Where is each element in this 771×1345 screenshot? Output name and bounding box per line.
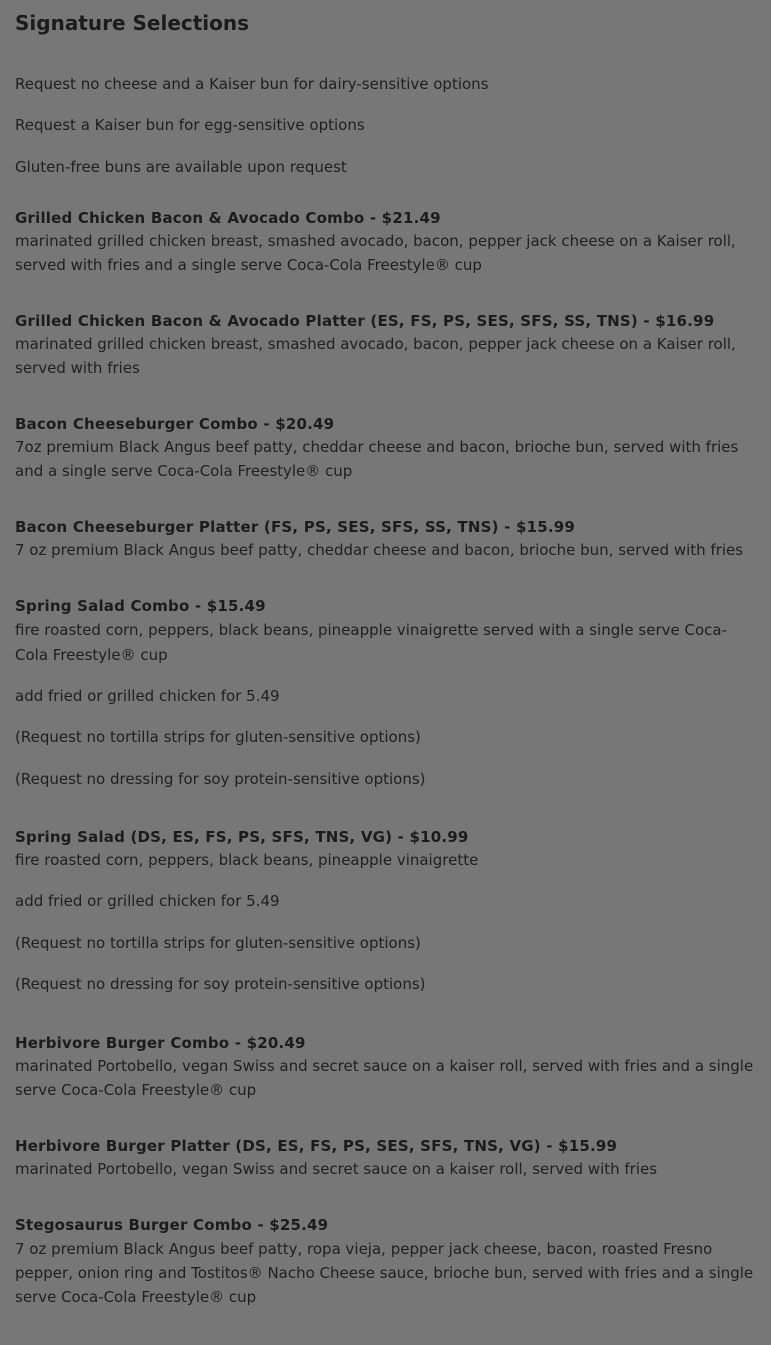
dietary-note-egg: Request a Kaiser bun for egg-sensitive options [15, 116, 365, 134]
menu-item-heading: Spring Salad (DS, ES, FS, PS, SFS, TNS, VG) - $10.99 [15, 828, 469, 846]
soy-sensitive-note: (Request no dressing for soy protein-sensitive options) [15, 770, 426, 788]
menu-item-description: fire roasted corn, peppers, black beans, pineapple vinaigrette [15, 851, 479, 869]
menu-item-heading: Bacon Cheeseburger Platter (FS, PS, SES, SFS, SS, TNS) - $15.99 [15, 518, 576, 536]
menu-item-herbivore-combo [15, 1032, 757, 1102]
menu-item-herbivore-platter [15, 1135, 757, 1181]
menu-item-heading: Herbivore Burger Platter (DS, ES, FS, PS, SES, SFS, TNS, VG) - $15.99 [15, 1137, 618, 1155]
gluten-sensitive-note: (Request no tortilla strips for gluten-sensitive options) [15, 934, 421, 952]
menu-item-description: fire roasted corn, peppers, black beans, pineapple vinaigrette served with a single serve Coca-Cola Freestyle® cup [15, 621, 727, 664]
menu-item-bacon-cheeseburger-combo [15, 413, 757, 483]
menu-item-description: 7oz premium Black Angus beef patty, cheddar cheese and bacon, brioche bun, served with fries and a single serve Coca-Cola Freestyle® cup [15, 438, 739, 480]
menu-item-description: 7 oz premium Black Angus beef patty, cheddar cheese and bacon, brioche bun, served with fries [15, 541, 744, 559]
menu-item-spring-salad-combo [15, 595, 757, 668]
menu-item-description: 7 oz premium Black Angus beef patty, ropa vieja, pepper jack cheese, bacon, roasted Fresno pepper, onion ring and Tostitos® Nacho Cheese sauce, brioche bun, served with fries and a single serve Coca-Cola Freestyle® cup [15, 1240, 754, 1306]
menu-item-heading: Herbivore Burger Combo - $20.49 [15, 1034, 306, 1052]
menu-item-spring-salad [15, 826, 757, 872]
menu-item-bacon-cheeseburger-platter [15, 516, 757, 562]
menu-item-description: marinated grilled chicken breast, smashed avocado, bacon, pepper jack cheese on a Kaiser roll, served with fries [15, 335, 736, 377]
menu-item-description: marinated grilled chicken breast, smashed avocado, bacon, pepper jack cheese on a Kaiser roll, served with fries and a single serve Coca-Cola Freestyle® cup [15, 232, 736, 274]
menu-item-heading: Stegosaurus Burger Combo - $25.49 [15, 1216, 329, 1234]
gluten-sensitive-note: (Request no tortilla strips for gluten-sensitive options) [15, 728, 421, 746]
menu-item-description: marinated Portobello, vegan Swiss and secret sauce on a kaiser roll, served with fries [15, 1160, 658, 1178]
menu-item-stegosaurus-combo [15, 1214, 757, 1309]
dietary-note-gluten-free: Gluten-free buns are available upon request [15, 158, 347, 176]
add-chicken-note: add fried or grilled chicken for 5.49 [15, 892, 280, 910]
menu-item-grilled-chicken-platter [15, 310, 757, 380]
menu-item-description: marinated Portobello, vegan Swiss and secret sauce on a kaiser roll, served with fries and a single serve Coca-Cola Freestyle® cup [15, 1057, 754, 1099]
menu-item-heading: Spring Salad Combo - $15.49 [15, 597, 266, 615]
soy-sensitive-note: (Request no dressing for soy protein-sensitive options) [15, 975, 426, 993]
menu-item-heading: Grilled Chicken Bacon & Avocado Platter (ES, FS, PS, SES, SFS, SS, TNS) - $16.99 [15, 312, 715, 330]
menu-item-heading: Bacon Cheeseburger Combo - $20.49 [15, 415, 335, 433]
add-chicken-note: add fried or grilled chicken for 5.49 [15, 687, 280, 705]
section-title: Signature Selections [15, 11, 250, 35]
menu-item-heading: Grilled Chicken Bacon & Avocado Combo - $21.49 [15, 209, 441, 227]
menu-item-grilled-chicken-combo [15, 207, 757, 277]
dietary-note-dairy: Request no cheese and a Kaiser bun for dairy-sensitive options [15, 75, 489, 93]
